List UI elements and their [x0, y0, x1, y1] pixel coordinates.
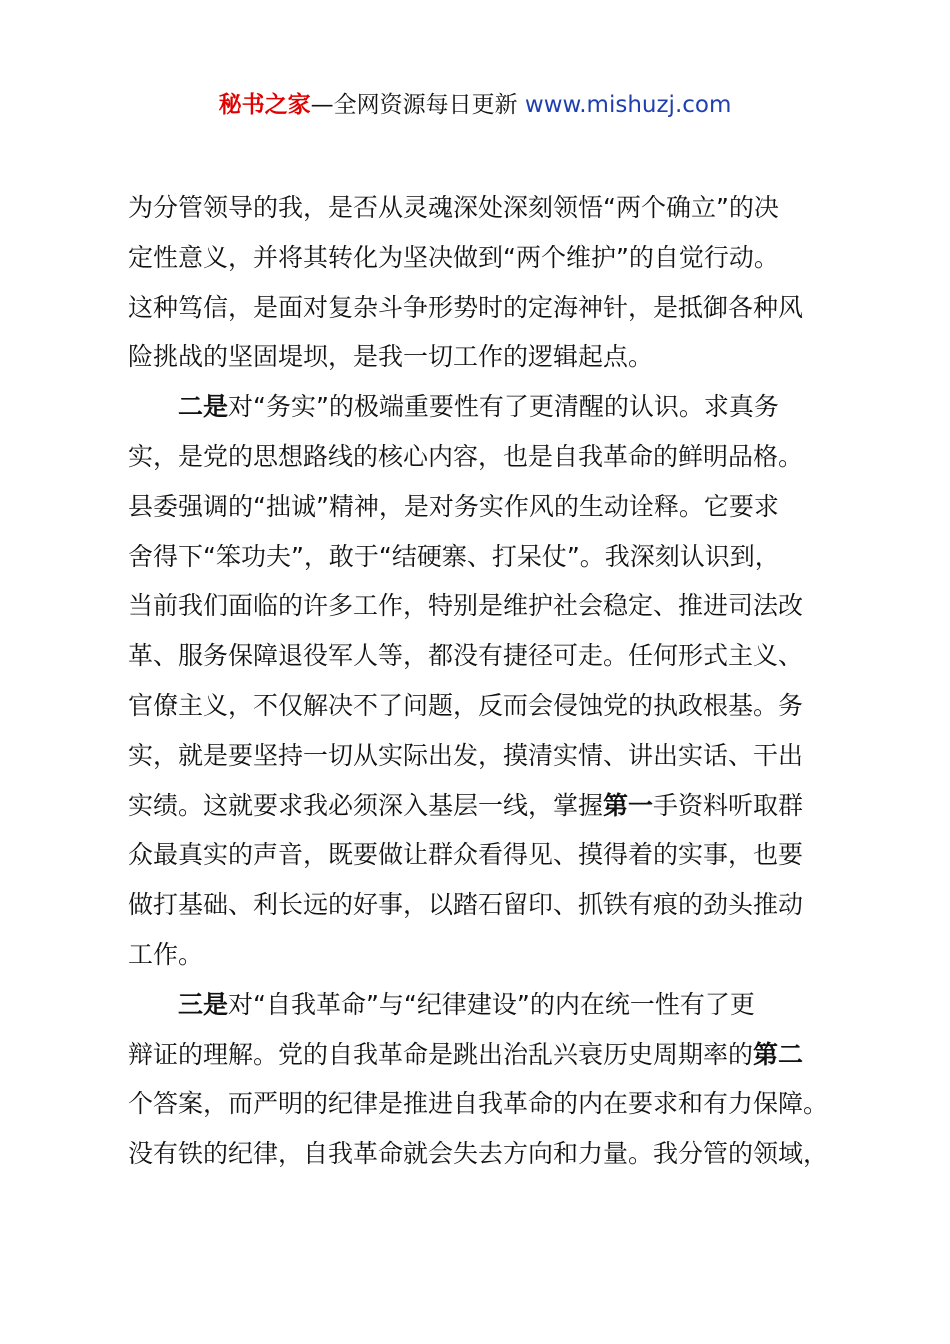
- text-line: 没有铁的纪律，自我革命就会失去方向和力量。我分管的领域，: [128, 1139, 829, 1169]
- paragraph-lead: 三是: [178, 989, 229, 1019]
- text-line: 为分管领导的我，是否从灵魂深处深刻领悟“两个确立”的决: [128, 193, 779, 222]
- text-line: 险挑战的坚固堤坝，是我一切工作的逻辑起点。: [128, 342, 654, 372]
- text-segment: 实绩。这就要求我必须深入基层一线，掌握: [128, 790, 604, 820]
- text-line: 众最真实的声音，既要做让群众看得见、摸得着的实事，也要: [128, 840, 804, 870]
- text-line: [128, 382, 840, 432]
- bold-text: 第二: [753, 1039, 804, 1069]
- text-line: 个答案，而严明的纪律是推进自我革命的内在要求和有力保障。: [128, 1089, 829, 1119]
- document-body: [128, 183, 840, 1179]
- text-line: 官僚主义，不仅解决不了问题，反而会侵蚀党的执政根基。务: [128, 690, 804, 720]
- site-url-link[interactable]: www.mishuzj.com: [524, 92, 732, 118]
- text-segment: 对“自我革命”与“纪律建设”的内在统一性有了更: [228, 989, 755, 1019]
- text-line: 做打基础、利长远的好事，以踏石留印、抓铁有痕的劲头推动: [128, 890, 804, 920]
- text-line: 当前我们面临的许多工作，特别是维护社会稳定、推进司法改: [128, 591, 804, 621]
- header-tagline: —全网资源每日更新: [310, 92, 518, 118]
- page-header: [0, 88, 950, 122]
- text-line: 实，就是要坚持一切从实际出发，摸清实情、讲出实话、干出: [128, 740, 804, 770]
- text-line: [128, 980, 840, 1030]
- text-line: [128, 781, 840, 831]
- paragraph-lead: 二是: [178, 392, 229, 422]
- text-segment: 手资料听取群: [653, 790, 804, 820]
- brand-name: 秘书之家: [218, 92, 311, 118]
- text-line: 舍得下“笨功夫”，敢于“结硬寨、打呆仗”。我深刻认识到，: [128, 541, 780, 571]
- text-line: 这种笃信，是面对复杂斗争形势时的定海神针，是抵御各种风: [128, 292, 804, 322]
- bold-text: 第一: [603, 790, 654, 820]
- text-line: [128, 1030, 840, 1080]
- text-line: 县委强调的“拙诚”精神，是对务实作风的生动诠释。它要求: [128, 491, 779, 521]
- text-line: 工作。: [128, 939, 204, 969]
- text-segment: 辩证的理解。党的自我革命是跳出治乱兴衰历史周期率的: [128, 1039, 754, 1069]
- text-line: 实，是党的思想路线的核心内容，也是自我革命的鲜明品格。: [128, 441, 804, 471]
- text-segment: 对“务实”的极端重要性有了更清醒的认识。求真务: [228, 392, 779, 422]
- paragraph-2: [128, 382, 840, 980]
- paragraph-3: [128, 980, 840, 1179]
- text-line: 革、服务保障退役军人等，都没有捷径可走。任何形式主义、: [128, 641, 804, 671]
- paragraph-1: [128, 183, 840, 382]
- text-line: 定性意义，并将其转化为坚决做到“两个维护”的自觉行动。: [128, 242, 779, 272]
